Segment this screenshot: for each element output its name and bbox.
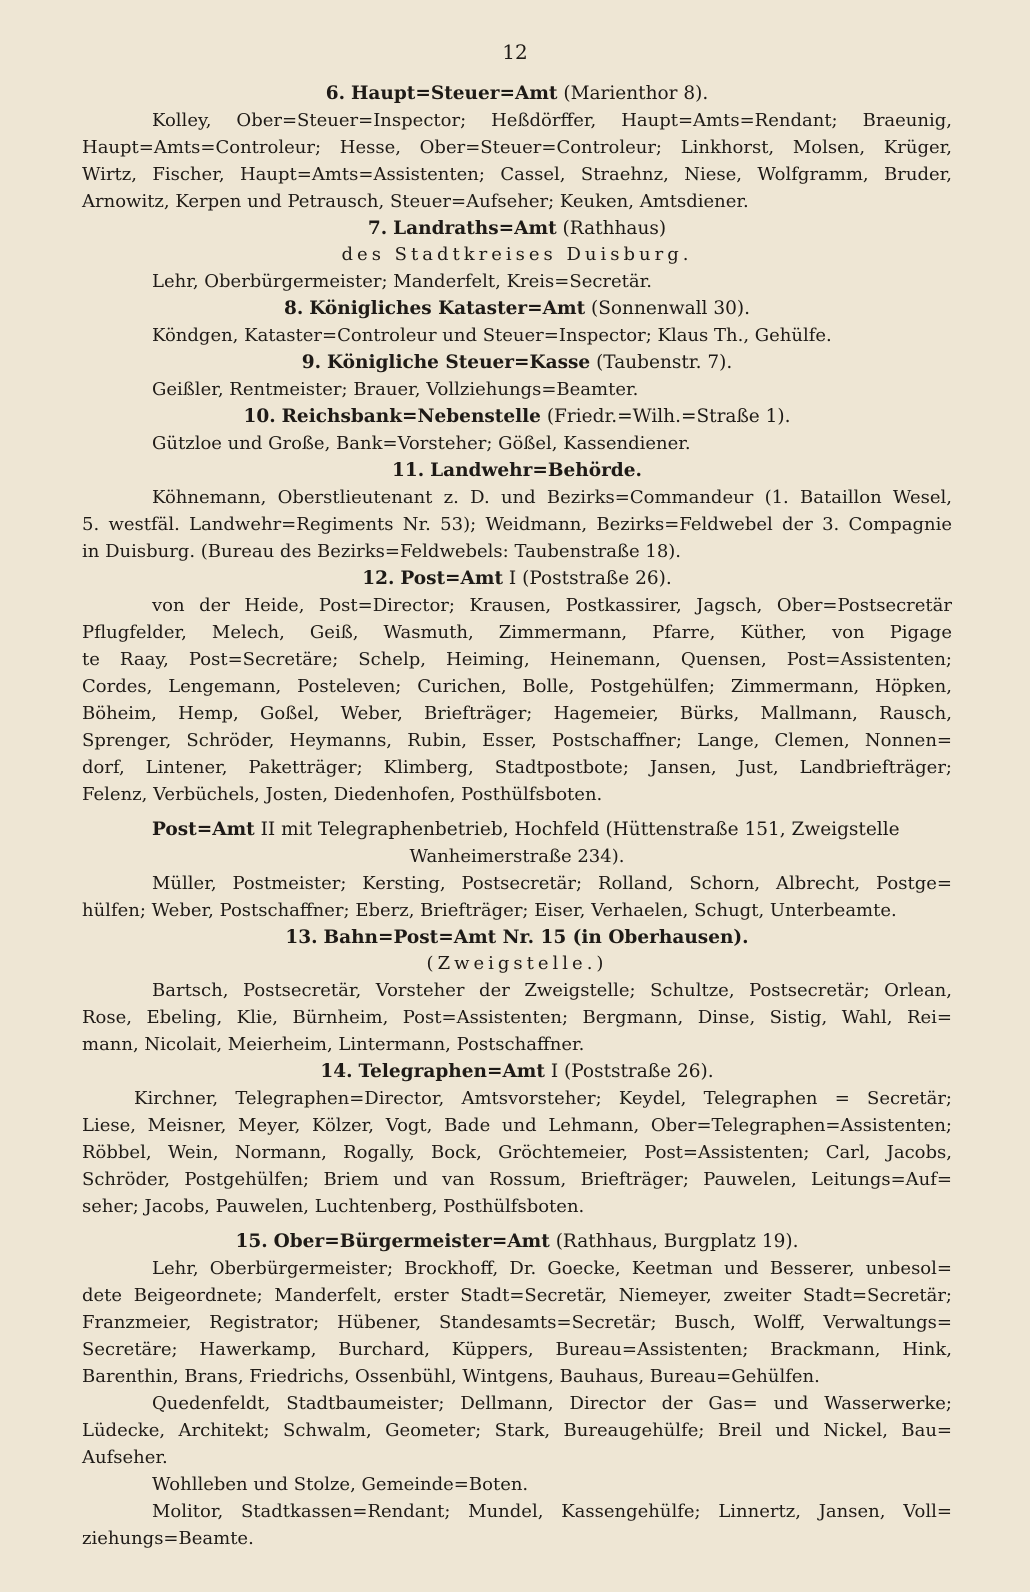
text-line: Kolley, Ober=Steuer=Inspector; Heßdörffer, Haupt=Amts=Rendant; Braeunig, xyxy=(152,110,952,131)
text-line: Secretäre; Hawerkamp, Burchard, Küppers, Bureau=Assistenten; Brackmann, Hink, xyxy=(82,1339,952,1360)
section-title: Königliche Steuer=Kasse xyxy=(326,352,591,373)
text-line: in Duisburg. (Bureau des Bezirks=Feldwebels: Taubenstraße 18). xyxy=(82,541,682,562)
section-number: 13. xyxy=(285,927,318,948)
page-content xyxy=(82,80,952,1552)
section-title: Post=Amt xyxy=(400,568,504,589)
section-note: mit Telegraphenbetrieb, Hochfeld (Hüttenstraße 151, Zweigstelle xyxy=(281,819,900,840)
post-amt-2-heading xyxy=(82,816,952,843)
text-line: Aufseher. xyxy=(82,1447,168,1468)
section-subtitle: des Stadtkreises Duisburg. xyxy=(341,244,693,265)
section-roman: I xyxy=(550,1061,559,1082)
section-title: Bahn=Post=Amt Nr. 15 (in Oberhausen). xyxy=(323,927,749,948)
section-number: 6. xyxy=(325,83,346,104)
section-11-heading xyxy=(82,457,952,484)
section-address: (Friedr.=Wilh.=Straße 1). xyxy=(546,406,791,427)
section-address: (Sonnenwall 30). xyxy=(591,298,750,319)
text-line: Wohlleben und Stolze, Gemeinde=Boten. xyxy=(152,1474,529,1495)
section-9-heading xyxy=(82,349,952,376)
section-title: Landwehr=Behörde. xyxy=(430,460,642,481)
section-number: 7. xyxy=(367,218,388,239)
section-number: 10. xyxy=(243,406,276,427)
text-line: ziehungs=Beamte. xyxy=(82,1528,254,1549)
text-line: Köhnemann, Oberstlieutenant z. D. und Bezirks=Commandeur (1. Bataillon Wesel, xyxy=(152,487,952,508)
text-line: Felenz, Verbüchels, Josten, Diedenhofen, Posthülfsboten. xyxy=(82,784,603,805)
section-number: 11. xyxy=(392,460,425,481)
section-15-heading xyxy=(82,1228,952,1255)
text-line: Franzmeier, Registrator; Hübener, Standesamts=Secretär; Busch, Wolff, Verwaltungs= xyxy=(82,1312,952,1333)
section-title: Telegraphen=Amt xyxy=(358,1061,545,1082)
text-line: Müller, Postmeister; Kersting, Postsecretär; Rolland, Schorn, Albrecht, Postge= xyxy=(152,873,952,894)
section-7-heading xyxy=(82,215,952,242)
section-number: 8. xyxy=(284,298,304,319)
page-number: 12 xyxy=(502,40,528,64)
text-line: Arnowitz, Kerpen und Petrausch, Steuer=Aufseher; Keuken, Amtsdiener. xyxy=(82,191,749,212)
text-line: dorf, Lintener, Paketträger; Klimberg, Stadtpostbote; Jansen, Just, Landbriefträger; xyxy=(82,757,952,778)
text-line: dete Beigeordnete; Manderfelt, erster Stadt=Secretär, Niemeyer, zweiter Stadt=Secretär; xyxy=(82,1285,952,1306)
text-line: Röbbel, Wein, Normann, Rogally, Bock, Gröchtemeier, Post=Assistenten; Carl, Jacobs, xyxy=(82,1142,952,1163)
section-6-heading xyxy=(82,80,952,107)
section-number: 14. xyxy=(320,1061,353,1082)
text-line: seher; Jacobs, Pauwelen, Luchtenberg, Posthülfsboten. xyxy=(82,1196,585,1217)
text-line: Quedenfeldt, Stadtbaumeister; Dellmann, Director der Gas= und Wasserwerke; xyxy=(152,1393,952,1414)
section-roman: II xyxy=(260,819,276,840)
text-line: mann, Nicolait, Meierheim, Lintermann, Postschaffner. xyxy=(82,1034,585,1055)
text-line: Sprenger, Schröder, Heymanns, Rubin, Esser, Postschaffner; Lange, Clemen, Nonnen= xyxy=(82,730,952,751)
text-line: Barenthin, Brans, Friedrichs, Ossenbühl, Wintgens, Bauhaus, Bureau=Gehülfen. xyxy=(82,1366,820,1387)
text-line: Bartsch, Postsecretär, Vorsteher der Zweigstelle; Schultze, Postsecretär; Orlean, xyxy=(152,980,952,1001)
text-line: von der Heide, Post=Director; Krausen, Postkassirer, Jagsch, Ober=Postsecretär xyxy=(152,595,952,616)
section-roman: I xyxy=(508,568,517,589)
section-10-heading xyxy=(82,403,952,430)
section-address: (Rathhaus) xyxy=(562,218,667,239)
text-line: Lüdecke, Architekt; Schwalm, Geometer; Stark, Bureaugehülfe; Breil und Nickel, Bau= xyxy=(82,1420,952,1441)
section-subtitle: (Zweigstelle.) xyxy=(426,953,608,974)
section-address: (Poststraße 26). xyxy=(522,568,672,589)
text-line: Köndgen, Kataster=Controleur und Steuer=Inspector; Klaus Th., Gehülfe. xyxy=(152,325,832,346)
section-title: Landraths=Amt xyxy=(393,218,557,239)
section-address: (Marienthor 8). xyxy=(563,83,709,104)
text-line: Lehr, Oberbürgermeister; Brockhoff, Dr. Goecke, Keetman und Besserer, unbesol= xyxy=(152,1258,952,1279)
text-line: Pflugfelder, Melech, Geiß, Wasmuth, Zimmermann, Pfarre, Küther, von Pigage xyxy=(82,622,952,643)
section-title: Königliches Kataster=Amt xyxy=(309,298,586,319)
section-number: 12. xyxy=(362,568,395,589)
section-13-heading xyxy=(82,924,952,951)
section-title: Haupt=Steuer=Amt xyxy=(350,83,558,104)
section-number: 9. xyxy=(301,352,322,373)
text-line: hülfen; Weber, Postschaffner; Eberz, Briefträger; Eiser, Verhaelen, Schugt, Unterbeamte. xyxy=(82,900,897,921)
section-title: Reichsbank=Nebenstelle xyxy=(281,406,541,427)
text-line: Haupt=Amts=Controleur; Hesse, Ober=Steuer=Controleur; Linkhorst, Molsen, Krüger, xyxy=(82,137,952,158)
text-line: Geißler, Rentmeister; Brauer, Vollziehungs=Beamter. xyxy=(152,379,639,400)
text-line: Schröder, Postgehülfen; Briem und van Rossum, Briefträger; Pauwelen, Leitungs=Auf= xyxy=(82,1169,952,1190)
text-line: Böheim, Hemp, Goßel, Weber, Briefträger; Hagemeier, Bürks, Mallmann, Rausch, xyxy=(82,703,952,724)
section-14-heading xyxy=(82,1058,952,1085)
section-title: Ober=Bürgermeister=Amt xyxy=(273,1231,550,1252)
section-number: 15. xyxy=(235,1231,268,1252)
section-address: (Taubenstr. 7). xyxy=(596,352,733,373)
section-address: (Poststraße 26). xyxy=(564,1061,714,1082)
text-line: Wanheimerstraße 234). xyxy=(409,846,625,867)
text-line: Cordes, Lengemann, Posteleven; Curichen, Bolle, Postgehülfen; Zimmermann, Höpken, xyxy=(82,676,952,697)
section-title: Post=Amt xyxy=(152,819,255,840)
text-line: Lehr, Oberbürgermeister; Manderfelt, Kreis=Secretär. xyxy=(152,271,652,292)
text-line: 5. westfäl. Landwehr=Regiments Nr. 53); Weidmann, Bezirks=Feldwebel der 3. Compagnie xyxy=(82,514,952,535)
text-line: Gützloe und Große, Bank=Vorsteher; Gößel, Kassendiener. xyxy=(152,433,691,454)
text-line: Liese, Meisner, Meyer, Kölzer, Vogt, Bade und Lehmann, Ober=Telegraphen=Assistenten; xyxy=(82,1115,952,1136)
text-line: te Raay, Post=Secretäre; Schelp, Heiming, Heinemann, Quensen, Post=Assistenten; xyxy=(82,649,952,670)
text-line: Wirtz, Fischer, Haupt=Amts=Assistenten; Cassel, Straehnz, Niese, Wolfgramm, Bruder, xyxy=(82,164,952,185)
section-12-heading xyxy=(82,565,952,592)
text-line: Molitor, Stadtkassen=Rendant; Mundel, Kassengehülfe; Linnertz, Jansen, Voll= xyxy=(152,1501,952,1522)
section-address: (Rathhaus, Burgplatz 19). xyxy=(555,1231,799,1252)
text-line: Rose, Ebeling, Klie, Bürnheim, Post=Assistenten; Bergmann, Dinse, Sistig, Wahl, Rei= xyxy=(82,1007,952,1028)
section-8-heading xyxy=(82,295,952,322)
text-line: Kirchner, Telegraphen=Director, Amtsvorsteher; Keydel, Telegraphen = Secretär; xyxy=(134,1088,952,1109)
